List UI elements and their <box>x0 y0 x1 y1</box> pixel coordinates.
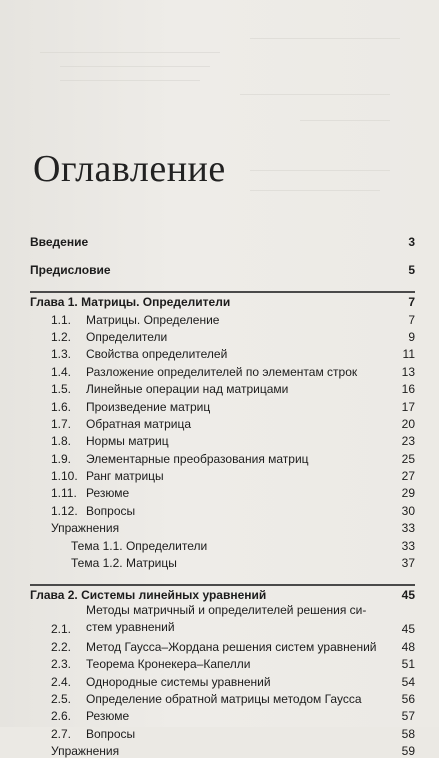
toc-section[interactable] <box>30 232 415 249</box>
toc-page-number: 27 <box>401 469 415 484</box>
toc-page-number: 56 <box>401 691 415 706</box>
toc-entry[interactable] <box>30 414 415 431</box>
toc-entry-number: 1.3. <box>51 347 72 362</box>
toc-entry-title: Обратная матрица <box>86 416 191 431</box>
toc-page-number: 45 <box>401 588 415 603</box>
toc-page-number: 23 <box>401 434 415 449</box>
toc-entry[interactable] <box>30 706 415 723</box>
toc-chapter[interactable] <box>30 584 415 602</box>
toc-page-number: 54 <box>401 674 415 689</box>
toc-entry-number: 1.5. <box>51 382 72 397</box>
toc-chapter[interactable] <box>30 291 415 309</box>
toc-page-number: 11 <box>402 347 415 362</box>
toc-entry-title: Теорема Кронекера–Капелли <box>86 657 251 672</box>
toc-page-number: 3 <box>408 235 415 250</box>
toc-entry-number: 2.5. <box>51 691 72 706</box>
toc-entry[interactable] <box>30 602 415 636</box>
toc-page-number: 16 <box>401 382 415 397</box>
toc-entry-title: Произведение матриц <box>86 399 211 414</box>
toc-entry-number: 2.6. <box>51 709 72 724</box>
toc-entry-number: 1.4. <box>51 364 72 379</box>
toc-entry[interactable] <box>30 535 415 552</box>
toc-entry[interactable] <box>30 466 415 483</box>
toc-entry-title: Нормы матриц <box>86 434 169 449</box>
toc-page-number: 30 <box>401 503 415 518</box>
toc-entry[interactable] <box>30 671 415 688</box>
toc-entry[interactable] <box>30 500 415 517</box>
toc-entry-title: Элементарные преобразования матриц <box>86 451 309 466</box>
toc-entry-title: Резюме <box>86 709 130 724</box>
toc-page-number: 33 <box>401 521 415 536</box>
toc-page-number: 59 <box>401 744 415 758</box>
toc-page-number: 51 <box>401 657 415 672</box>
toc-page-number: 33 <box>401 538 415 553</box>
toc-entry-title: Глава 2. Системы линейных уравнений <box>30 588 267 603</box>
toc-entry-title: Метод Гаусса–Жордана решения систем уравнений <box>86 639 377 654</box>
toc-entry[interactable] <box>30 483 415 500</box>
toc-page-number: 20 <box>401 416 415 431</box>
toc-entry-number: 2.2. <box>51 639 72 654</box>
toc-page-number: 13 <box>401 364 415 379</box>
toc-entry[interactable] <box>30 654 415 671</box>
toc-entry-number: 1.11. <box>51 486 77 501</box>
toc-entry-number: 1.6. <box>51 399 72 414</box>
toc-entry-title: Линейные операции над матрицами <box>86 382 289 397</box>
toc-entry-number: 2.4. <box>51 674 72 689</box>
toc-entry[interactable] <box>30 723 415 740</box>
toc-entry[interactable] <box>30 636 415 653</box>
toc-page-number: 58 <box>401 726 415 741</box>
toc-entry[interactable] <box>30 379 415 396</box>
toc-entry-title: Определение обратной матрицы методом Гаусса <box>86 691 362 706</box>
toc-section[interactable] <box>30 259 415 276</box>
toc-entry[interactable] <box>30 327 415 344</box>
toc-entry[interactable] <box>30 448 415 465</box>
toc-entry-title: Упражнения <box>51 521 120 536</box>
toc-entry[interactable] <box>30 689 415 706</box>
toc-page-number: 48 <box>401 639 415 654</box>
toc-page-number: 9 <box>408 329 415 344</box>
toc-page-number: 37 <box>401 556 415 571</box>
toc-entry[interactable] <box>30 553 415 570</box>
toc-entry-title: Разложение определителей по элементам строк <box>86 364 358 379</box>
toc-entry-title: Матрицы. Определение <box>86 312 220 327</box>
toc-entry-title: Тема 1.1. Определители <box>71 538 208 553</box>
toc-page-number: 25 <box>401 451 415 466</box>
table-of-contents <box>30 222 415 758</box>
toc-entry-title: Свойства определителей <box>86 347 228 362</box>
toc-page-number: 29 <box>401 486 415 501</box>
toc-entry-number: 1.2. <box>51 329 72 344</box>
toc-entry-number: 1.7. <box>51 416 72 431</box>
toc-entry-number: 2.7. <box>51 726 72 741</box>
toc-entry-title: Введение <box>30 235 89 250</box>
toc-entry-title: Определители <box>86 329 168 344</box>
toc-entry[interactable] <box>30 344 415 361</box>
toc-entry-number: 1.10. <box>51 469 78 484</box>
toc-entry-title: Ранг матрицы <box>86 469 164 484</box>
toc-entry-number: 2.1. <box>51 622 72 637</box>
toc-entry[interactable] <box>30 396 415 413</box>
page-title: Оглавление <box>33 148 226 191</box>
toc-page-number: 7 <box>408 312 415 327</box>
chapter-rule <box>30 585 415 586</box>
toc-page-number: 7 <box>408 295 415 310</box>
toc-entry-title: Упражнения <box>51 744 120 758</box>
toc-entry[interactable] <box>30 361 415 378</box>
toc-page-number: 5 <box>408 262 415 277</box>
toc-entry-number: 1.8. <box>51 434 72 449</box>
toc-entry-title: Предисловие <box>30 262 111 277</box>
toc-entry-number: 1.12. <box>51 503 78 518</box>
toc-page-number: 17 <box>401 399 415 414</box>
toc-entry-title: Резюме <box>86 486 130 501</box>
toc-entry-title: Глава 1. Матрицы. Определители <box>30 295 231 310</box>
toc-entry[interactable] <box>30 309 415 326</box>
toc-entry[interactable] <box>30 518 415 535</box>
toc-entry-title: Вопросы <box>86 503 136 518</box>
toc-entry-title: Методы матричный и определителей решения си-стем уравнений <box>86 603 367 635</box>
toc-page-number: 57 <box>401 709 415 724</box>
toc-entry-number: 1.9. <box>51 451 72 466</box>
toc-entry-title: Вопросы <box>86 726 136 741</box>
toc-entry[interactable] <box>30 431 415 448</box>
chapter-rule <box>30 292 415 293</box>
toc-entry-number: 2.3. <box>51 657 72 672</box>
toc-entry[interactable] <box>30 741 415 758</box>
toc-entry-title: Однородные системы уравнений <box>86 674 271 689</box>
toc-entry-number: 1.1. <box>51 312 72 327</box>
toc-page-number: 45 <box>401 622 415 637</box>
toc-entry-title: Тема 1.2. Матрицы <box>71 556 177 571</box>
